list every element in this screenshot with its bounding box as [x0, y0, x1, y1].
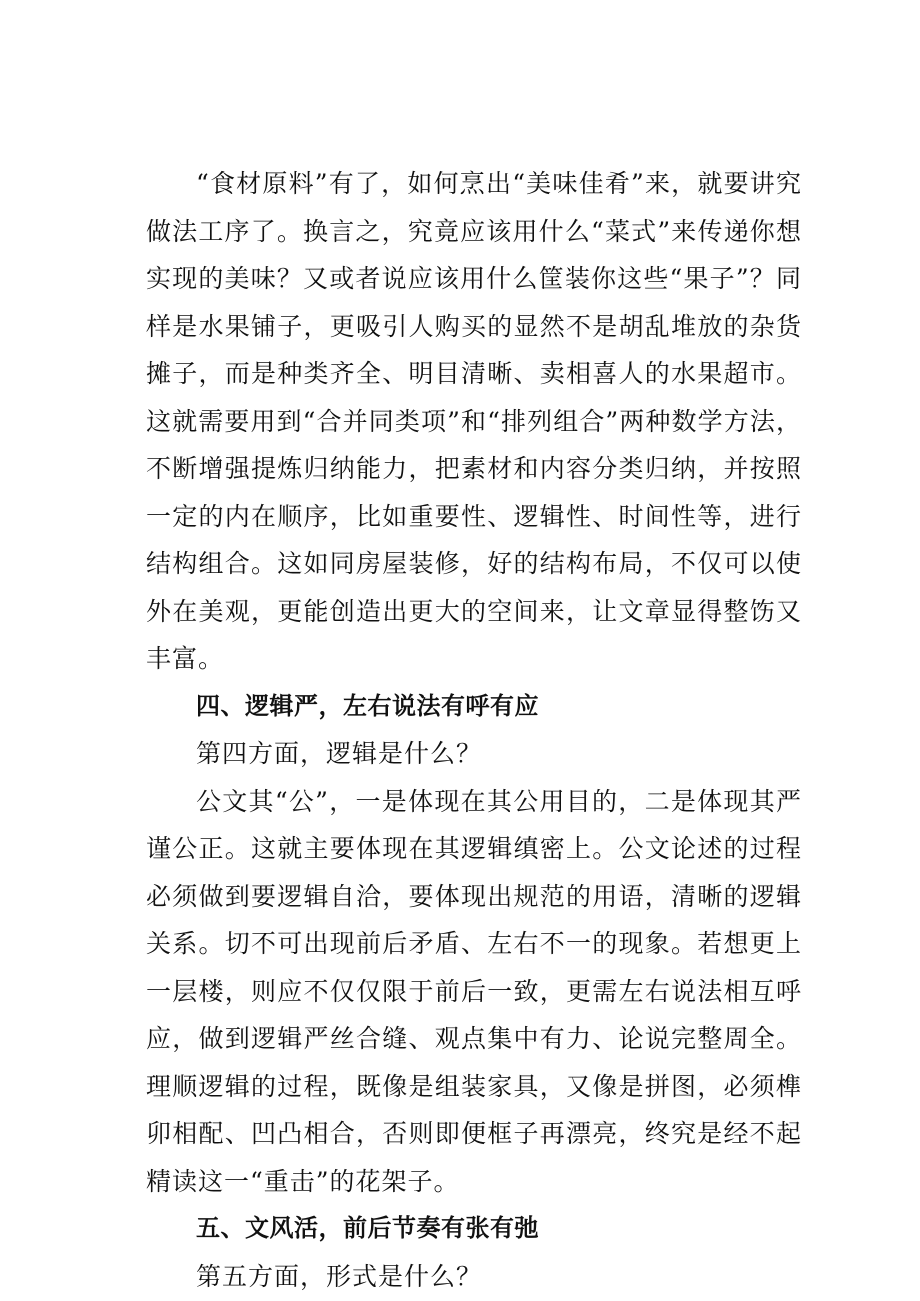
paragraph-cooking-structure: “食材原料”有了，如何烹出“美味佳肴”来，就要讲究做法工序了。换言之，究竟应该用什么“菜式”来传递你想实现的美味？又或者说应该用什么筐装你这些“果子”？同样是水果铺子，更吸引人购买的显然不是胡乱堆放的杂货摊子，而是种类齐全、明目清晰、卖相喜人的水果超市。这就需要用到“合并同类项”和“排列组合”两种数学方法，不断增强提炼归纳能力，把素材和内容分类归纳，并按照一定的内在顺序，比如重要性、逻辑性、时间性等，进行结构组合。这如同房屋装修，好的结构布局，不仅可以使外在美观，更能创造出更大的空间来，让文章显得整饬又丰富。: [146, 169, 802, 673]
paragraph-form-question: 第五方面，形式是什么？: [196, 1261, 483, 1291]
section-heading-logic: 四、逻辑严，左右说法有呼有应: [196, 691, 539, 720]
paragraph-logic-body: 公文其“公”，一是体现在其公用目的，二是体现其严谨公正。这就主要体现在其逻辑缜密上。公文论述的过程必须做到要逻辑自洽，要体现出规范的用语，清晰的逻辑关系。切不可出现前后矛盾、左右不一的现象。若想更上一层楼，则应不仅仅限于前后一致，更需左右说法相互呼应，做到逻辑严丝合缝、观点集中有力、论说完整周全。理顺逻辑的过程，既像是组装家具，又像是拼图，必须榫卯相配、凹凸相合，否则即便框子再漂亮，终究是经不起精读这一“重击”的花架子。: [146, 786, 802, 1196]
section-heading-style: 五、文风活，前后节奏有张有弛: [196, 1214, 539, 1242]
document-body: [146, 160, 802, 1300]
paragraph-logic-question: 第四方面，逻辑是什么？: [196, 739, 483, 768]
